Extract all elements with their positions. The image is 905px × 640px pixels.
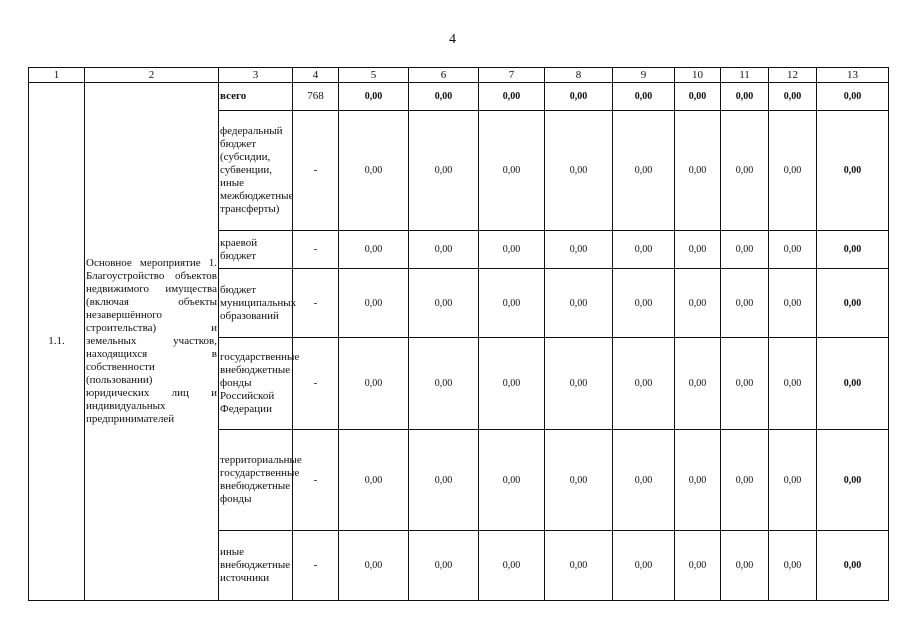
amount-cell: 0,00 — [409, 430, 479, 531]
amount-cell: 0,00 — [339, 531, 409, 601]
col4-value: - — [293, 338, 339, 430]
col-header-1: 1 — [29, 68, 85, 83]
amount-cell: 0,00 — [545, 531, 613, 601]
amount-cell: 0,00 — [339, 430, 409, 531]
amount-cell: 0,00 — [613, 430, 675, 531]
col4-value: - — [293, 111, 339, 231]
amount-cell: 0,00 — [817, 111, 889, 231]
amount-cell: 0,00 — [409, 531, 479, 601]
col-header-2: 2 — [85, 68, 219, 83]
amount-cell: 0,00 — [613, 269, 675, 338]
amount-cell: 0,00 — [675, 111, 721, 231]
amount-cell: 0,00 — [545, 83, 613, 111]
amount-cell: 0,00 — [613, 231, 675, 269]
amount-cell: 0,00 — [545, 269, 613, 338]
amount-cell: 0,00 — [479, 531, 545, 601]
col-header-7: 7 — [479, 68, 545, 83]
amount-cell: 0,00 — [721, 111, 769, 231]
funding-source-label: федеральный бюджет (субсидии, субвенции, иные межбюджетные трансферты) — [219, 111, 293, 231]
col4-value: - — [293, 430, 339, 531]
amount-cell: 0,00 — [769, 83, 817, 111]
amount-cell: 0,00 — [339, 269, 409, 338]
amount-cell: 0,00 — [479, 338, 545, 430]
amount-cell: 0,00 — [769, 231, 817, 269]
col-header-13: 13 — [817, 68, 889, 83]
header-row — [29, 68, 889, 83]
amount-cell: 0,00 — [479, 83, 545, 111]
col4-value: - — [293, 269, 339, 338]
table-row — [29, 83, 889, 111]
amount-cell: 0,00 — [721, 83, 769, 111]
col4-value: 768 — [293, 83, 339, 111]
funding-source-label: всего — [219, 83, 293, 111]
col-header-10: 10 — [675, 68, 721, 83]
amount-cell: 0,00 — [613, 338, 675, 430]
page-number: 4 — [449, 32, 456, 47]
amount-cell: 0,00 — [817, 269, 889, 338]
amount-cell: 0,00 — [675, 269, 721, 338]
amount-cell: 0,00 — [817, 231, 889, 269]
amount-cell: 0,00 — [675, 83, 721, 111]
amount-cell: 0,00 — [613, 531, 675, 601]
amount-cell: 0,00 — [409, 111, 479, 231]
col-header-3: 3 — [219, 68, 293, 83]
amount-cell: 0,00 — [613, 111, 675, 231]
amount-cell: 0,00 — [769, 269, 817, 338]
amount-cell: 0,00 — [409, 269, 479, 338]
amount-cell: 0,00 — [479, 231, 545, 269]
amount-cell: 0,00 — [339, 83, 409, 111]
funding-source-label: территориальные государственные внебюджетные фонды — [219, 430, 293, 531]
amount-cell: 0,00 — [339, 111, 409, 231]
amount-cell: 0,00 — [409, 338, 479, 430]
amount-cell: 0,00 — [721, 531, 769, 601]
col-header-6: 6 — [409, 68, 479, 83]
amount-cell: 0,00 — [545, 338, 613, 430]
amount-cell: 0,00 — [479, 111, 545, 231]
amount-cell: 0,00 — [409, 231, 479, 269]
amount-cell: 0,00 — [675, 338, 721, 430]
amount-cell: 0,00 — [769, 430, 817, 531]
funding-source-label: бюджет муниципальных образований — [219, 269, 293, 338]
amount-cell: 0,00 — [769, 531, 817, 601]
amount-cell: 0,00 — [479, 430, 545, 531]
amount-cell: 0,00 — [675, 430, 721, 531]
amount-cell: 0,00 — [769, 111, 817, 231]
funding-source-label: краевой бюджет — [219, 231, 293, 269]
amount-cell: 0,00 — [817, 83, 889, 111]
amount-cell: 0,00 — [545, 430, 613, 531]
amount-cell: 0,00 — [545, 231, 613, 269]
amount-cell: 0,00 — [721, 430, 769, 531]
col-header-4: 4 — [293, 68, 339, 83]
amount-cell: 0,00 — [675, 231, 721, 269]
amount-cell: 0,00 — [675, 531, 721, 601]
funding-source-label: государственные внебюджетные фонды Российской Федерации — [219, 338, 293, 430]
amount-cell: 0,00 — [817, 430, 889, 531]
budget-table — [28, 67, 889, 601]
amount-cell: 0,00 — [817, 338, 889, 430]
amount-cell: 0,00 — [545, 111, 613, 231]
col4-value: - — [293, 531, 339, 601]
col-header-12: 12 — [769, 68, 817, 83]
amount-cell: 0,00 — [479, 269, 545, 338]
amount-cell: 0,00 — [721, 338, 769, 430]
amount-cell: 0,00 — [339, 338, 409, 430]
amount-cell: 0,00 — [721, 231, 769, 269]
amount-cell: 0,00 — [409, 83, 479, 111]
col-header-5: 5 — [339, 68, 409, 83]
amount-cell: 0,00 — [721, 269, 769, 338]
table-body — [29, 68, 889, 601]
col4-value: - — [293, 231, 339, 269]
amount-cell: 0,00 — [769, 338, 817, 430]
funding-source-label: иные внебюджетные источники — [219, 531, 293, 601]
amount-cell: 0,00 — [339, 231, 409, 269]
col-header-11: 11 — [721, 68, 769, 83]
col-header-8: 8 — [545, 68, 613, 83]
amount-cell: 0,00 — [817, 531, 889, 601]
activity-description: Основное мероприятие 1. Благоустройство объектов недвижимого имущества (включая объекты незавершённого строительства) и земельных участков, находящихся в собственности (пользовании) юридических лиц и индивидуальных предпринимателей — [85, 83, 219, 601]
amount-cell: 0,00 — [613, 83, 675, 111]
col-header-9: 9 — [613, 68, 675, 83]
row-code: 1.1. — [29, 83, 85, 601]
